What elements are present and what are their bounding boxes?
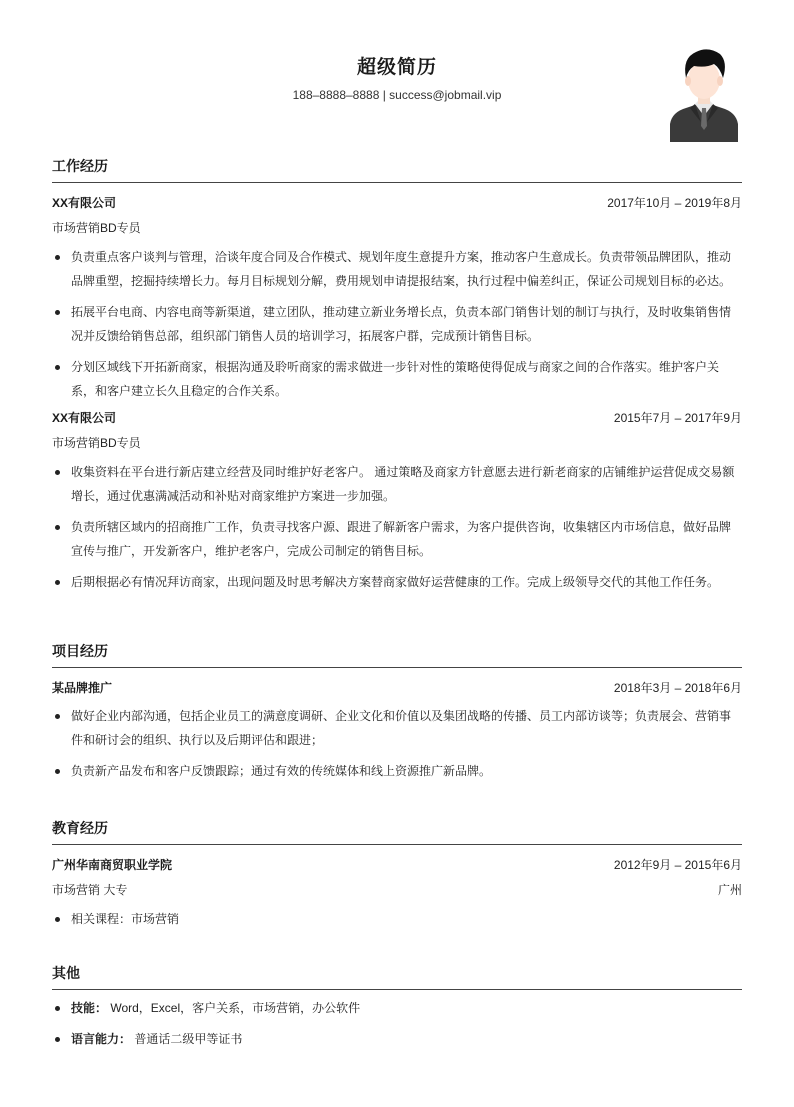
list-item: 拓展平台电商、内容电商等新渠道，建立团队，推动建立新业务增长点，负责本部门销售计划的制订与执行，及时收集销售情况并反馈给销售总部，组织部门销售人员的培训学习，拓展客户群，完成预计销售目标。 [52,300,742,348]
work-entry-header [52,404,742,430]
education-section [52,817,742,938]
work-bullets [52,245,742,403]
skills-label: 技能： [71,1001,108,1015]
project-entry-header [52,674,742,700]
list-item-language [52,1027,742,1051]
resume-header [0,0,794,150]
section-title-work: 工作经历 [52,155,742,183]
contact-info: 188–8888–8888 | success@jobmail.vip [292,88,502,102]
section-title-education: 教育经历 [52,817,742,845]
project-bullets [52,704,742,783]
other-bullets [52,996,742,1051]
education-entry-header [52,851,742,877]
work-experience-section [52,155,742,601]
work-dates: 2015年7月 – 2017年9月 [613,410,742,425]
education-bullets [52,907,742,931]
project-name: 某品牌推广 [52,680,113,695]
candidate-name: 超级简历 [356,57,437,78]
school-name: 广州华南商贸职业学院 [52,857,173,872]
section-title-projects: 项目经历 [52,640,742,668]
education-sub-row [52,877,742,903]
project-experience-section [52,640,742,790]
list-item: 负责所辖区域内的招商推广工作，负责寻找客户源、跟进了解新客户需求，为客户提供咨询，收集辖区内市场信息，做好品牌宣传与推广，开发新客户，维护老客户，完成公司制定的销售目标。 [52,515,742,563]
avatar-person-icon [668,46,740,142]
list-item: 做好企业内部沟通，包括企业员工的满意度调研、企业文化和价值以及集团战略的传播、员工内部访谈等；负责展会、营销事件和研讨会的组织、执行以及后期评估和跟进； [52,704,742,752]
avatar [668,46,740,142]
list-item: 分划区域线下开拓新商家，根据沟通及聆听商家的需求做进一步针对性的策略使得促成与商家之间的合作落实。维护客户关系，和客户建立长久且稳定的合作关系。 [52,355,742,403]
company-name: XX有限公司 [52,410,117,425]
education-dates: 2012年9月 – 2015年6月 [613,857,742,872]
list-item-skills [52,996,742,1020]
job-role: 市场营销BD专员 [52,221,141,235]
list-item: 负责新产品发布和客户反馈跟踪；通过有效的传统媒体和线上资源推广新品牌。 [52,759,742,783]
job-role-row [52,430,742,456]
work-bullets [52,460,742,594]
work-entry-header [52,189,742,215]
school-location: 广州 [717,883,742,897]
language-value: 普通话二级甲等证书 [131,1032,243,1046]
skills-value: Word，Excel，客户关系，市场营销，办公软件 [107,1001,361,1015]
work-dates: 2017年10月 – 2019年8月 [607,195,742,210]
list-item: 收集资料在平台进行新店建立经营及同时维护好老客户。 通过策略及商家方针意愿去进行新老商家的店铺维护运营促成交易额增长，通过优惠满减活动和补贴对商家维护方案进一步加强。 [52,460,742,508]
job-role-row [52,215,742,241]
section-title-other: 其他 [52,962,742,990]
project-dates: 2018年3月 – 2018年6月 [613,680,742,695]
major-degree: 市场营销 大专 [52,883,128,897]
job-role: 市场营销BD专员 [52,436,141,450]
list-item: 相关课程：市场营销 [52,907,742,931]
other-section [52,962,742,1058]
language-label: 语言能力： [71,1032,132,1046]
list-item: 后期根据必有情况拜访商家，出现问题及时思考解决方案替商家做好运营健康的工作。完成上级领导交代的其他工作任务。 [52,570,742,594]
company-name: XX有限公司 [52,195,117,210]
list-item: 负责重点客户谈判与管理，洽谈年度合同及合作模式、规划年度生意提升方案，推动客户生意成长。负责带领品牌团队，推动品牌重塑，挖掘持续增长力。每月目标规划分解，费用规划申请提报结案，执行过程中偏差纠正，保证公司规划目标的必达。 [52,245,742,293]
